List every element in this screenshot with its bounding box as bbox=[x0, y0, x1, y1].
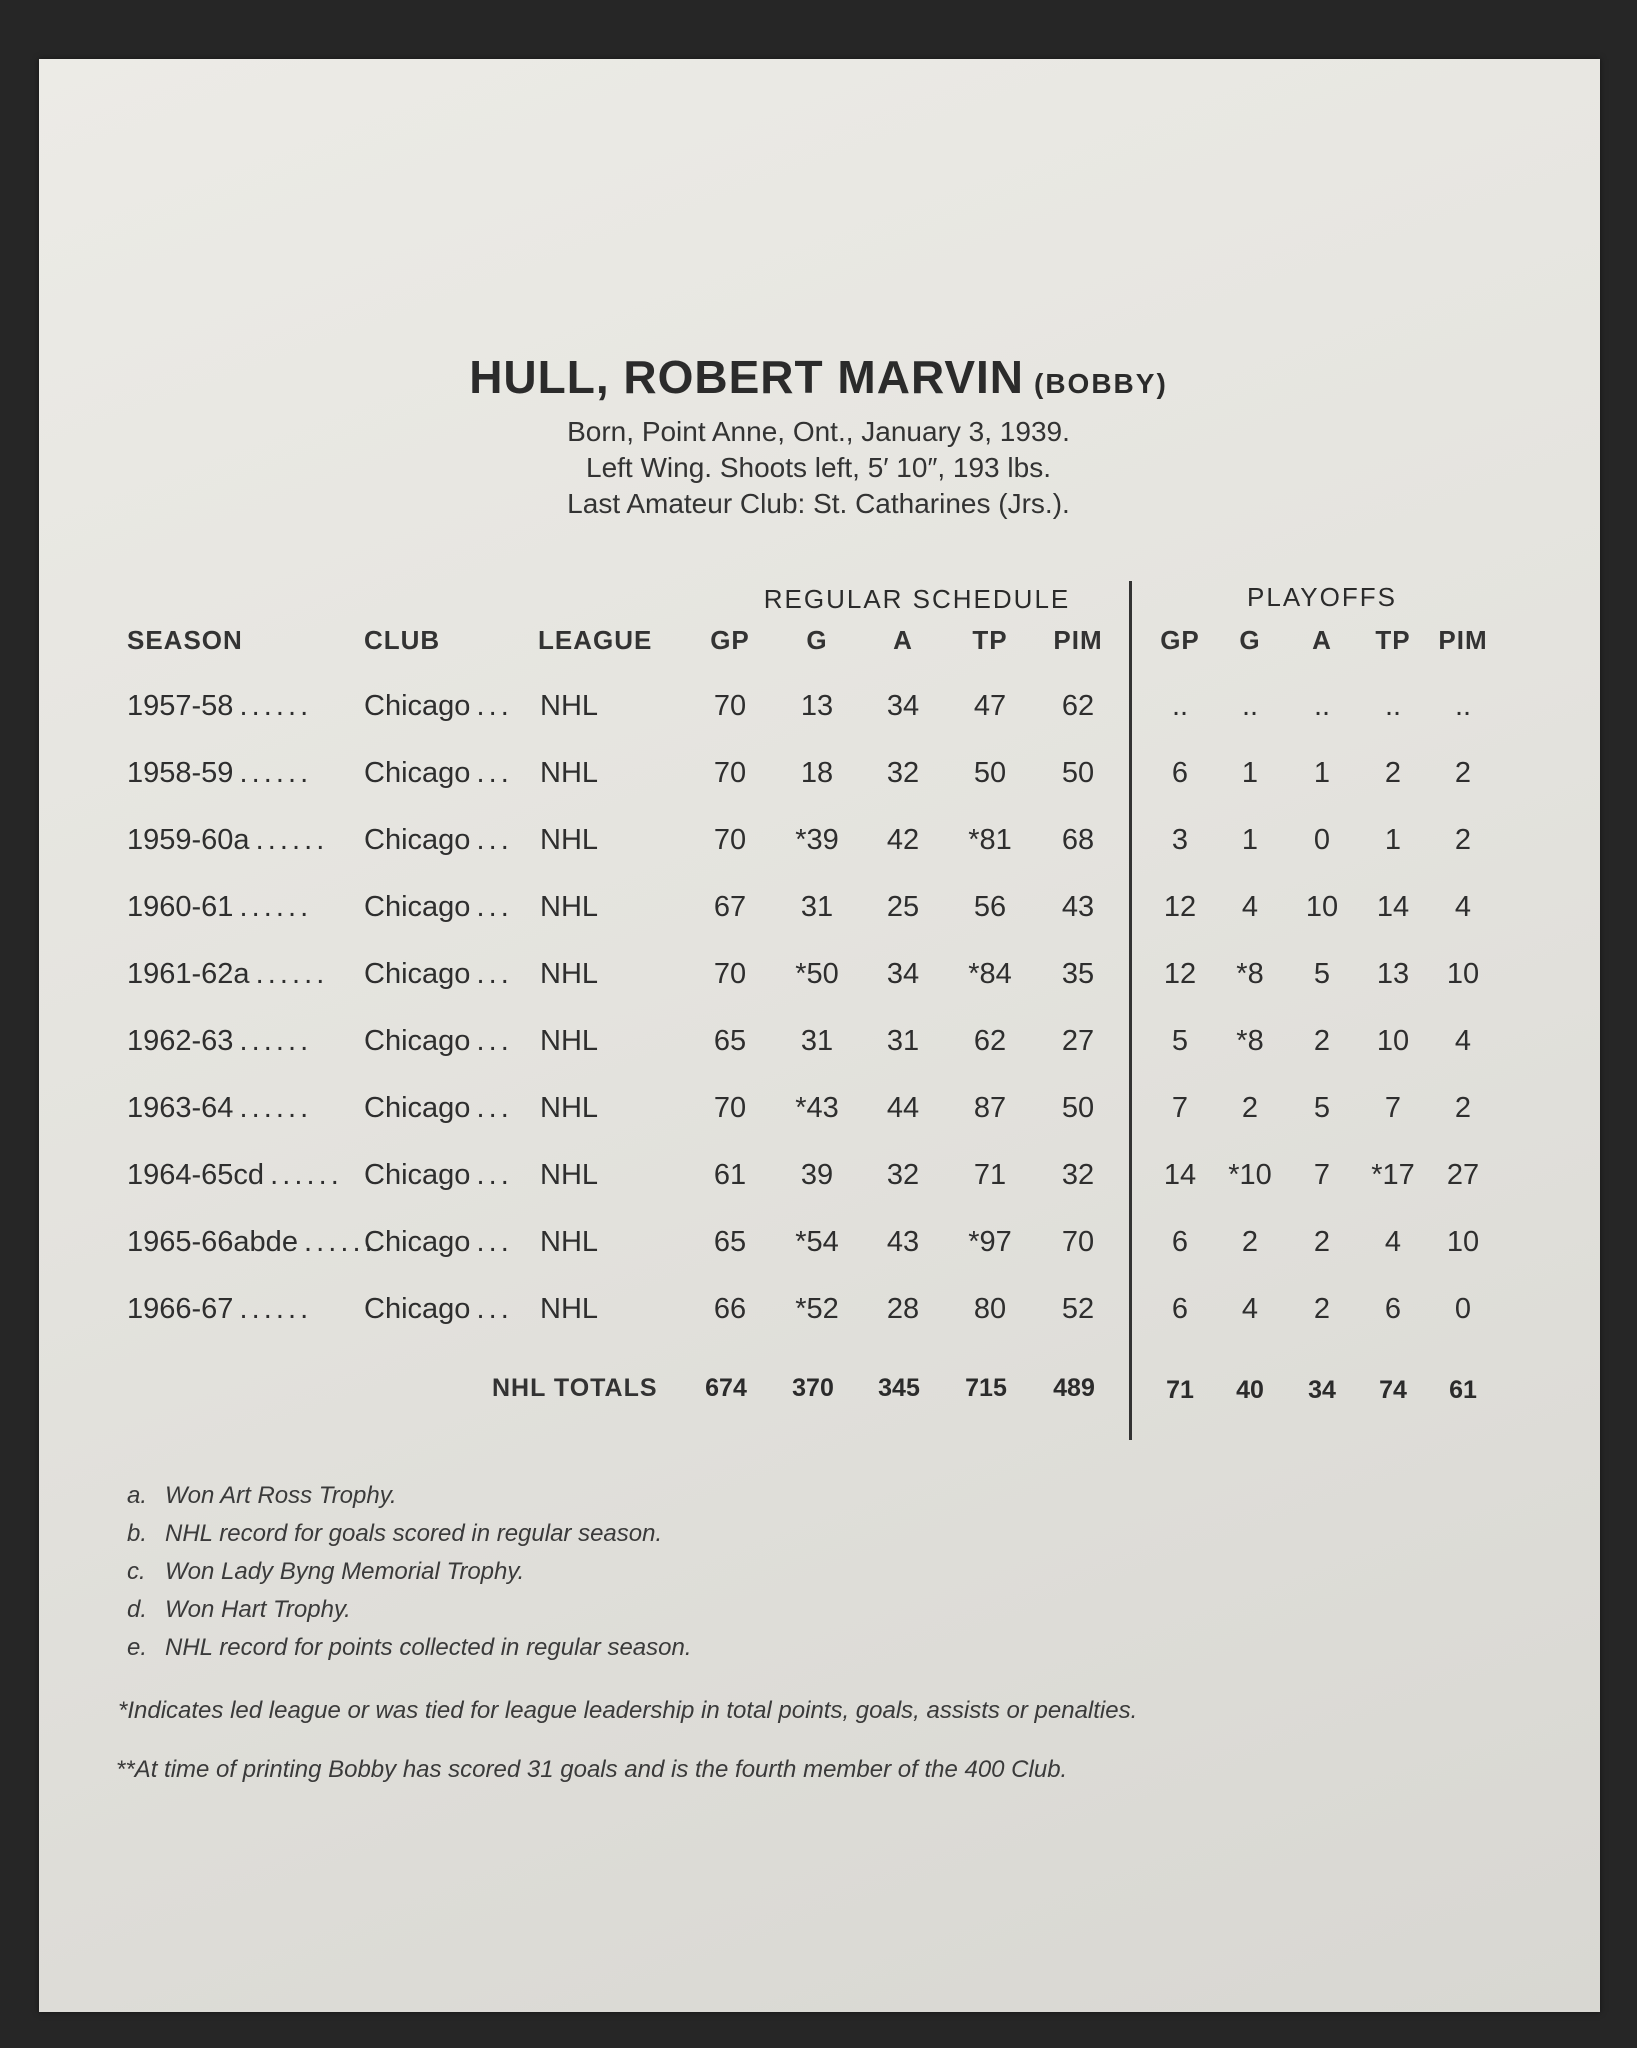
row-po-pim: .. bbox=[1454, 690, 1472, 722]
row-league: NHL bbox=[540, 1293, 599, 1325]
player-name-heading bbox=[0, 350, 1637, 404]
total-reg-g: 370 bbox=[792, 1374, 834, 1402]
row-reg-pim: 50 bbox=[1061, 757, 1095, 789]
row-reg-gp: 65 bbox=[713, 1226, 747, 1258]
row-reg-a: 28 bbox=[886, 1293, 920, 1325]
row-league: NHL bbox=[540, 891, 599, 923]
row-po-pim: 2 bbox=[1454, 757, 1472, 789]
row-po-g: 1 bbox=[1241, 824, 1259, 856]
row-league: NHL bbox=[540, 1226, 599, 1258]
footnote-text: NHL record for points collected in regular season. bbox=[165, 1634, 692, 1661]
footnote-text: Won Lady Byng Memorial Trophy. bbox=[165, 1558, 525, 1585]
row-reg-pim: 62 bbox=[1061, 690, 1095, 722]
row-reg-a: 32 bbox=[886, 1159, 920, 1191]
row-season: 1961-62a . . . bbox=[127, 958, 322, 991]
column-header-po-g: G bbox=[1239, 625, 1261, 655]
footnote-text: Won Hart Trophy. bbox=[165, 1596, 351, 1623]
row-po-g: 4 bbox=[1241, 891, 1259, 923]
row-po-gp: 12 bbox=[1163, 891, 1197, 923]
row-po-g: *8 bbox=[1236, 958, 1264, 990]
column-header-reg-gp: GP bbox=[710, 625, 750, 655]
amateur-club-info: Last Amateur Club: St. Catharines (Jrs.). bbox=[567, 488, 1070, 519]
row-reg-a: 32 bbox=[886, 757, 920, 789]
row-reg-a: 42 bbox=[886, 824, 920, 856]
row-po-tp: 10 bbox=[1376, 1025, 1410, 1057]
row-po-g: *10 bbox=[1228, 1159, 1272, 1191]
row-season: 1960-61 . . . bbox=[127, 891, 306, 924]
row-reg-tp: 71 bbox=[973, 1159, 1007, 1191]
row-season: 1965-66abde . . . bbox=[127, 1226, 371, 1259]
row-reg-gp: 70 bbox=[713, 958, 747, 990]
total-po-g: 40 bbox=[1236, 1376, 1264, 1404]
row-reg-a: 44 bbox=[886, 1092, 920, 1124]
row-club: Chicago . . . bbox=[364, 1226, 507, 1259]
total-reg-pim: 489 bbox=[1053, 1374, 1095, 1402]
birth-info: Born, Point Anne, Ont., January 3, 1939. bbox=[567, 416, 1070, 447]
row-reg-tp: *81 bbox=[968, 824, 1012, 856]
regular-schedule-heading: REGULAR SCHEDULE bbox=[763, 584, 1071, 614]
footnote-item bbox=[127, 1482, 397, 1510]
row-league: NHL bbox=[540, 1092, 599, 1124]
row-reg-g: *50 bbox=[795, 958, 839, 990]
row-season: 1963-64 . . . bbox=[127, 1092, 306, 1125]
column-header-reg-tp: TP bbox=[972, 625, 1008, 655]
row-league: NHL bbox=[540, 1159, 599, 1191]
row-reg-pim: 68 bbox=[1061, 824, 1095, 856]
row-po-gp: 6 bbox=[1171, 1226, 1189, 1258]
footnote-text: NHL record for goals scored in regular season. bbox=[165, 1520, 663, 1547]
total-reg-tp: 715 bbox=[965, 1374, 1007, 1402]
row-po-pim: 4 bbox=[1454, 1025, 1472, 1057]
total-reg-a: 345 bbox=[878, 1374, 920, 1402]
row-reg-gp: 70 bbox=[713, 1092, 747, 1124]
row-reg-tp: *97 bbox=[968, 1226, 1012, 1258]
row-po-tp: 1 bbox=[1384, 824, 1402, 856]
column-header-league: LEAGUE bbox=[538, 625, 653, 655]
row-reg-pim: 27 bbox=[1061, 1025, 1095, 1057]
row-reg-gp: 70 bbox=[713, 757, 747, 789]
column-divider bbox=[1129, 581, 1132, 1440]
total-reg-gp: 674 bbox=[705, 1374, 747, 1402]
column-header-po-a: A bbox=[1312, 625, 1332, 655]
row-club: Chicago . . . bbox=[364, 1025, 507, 1058]
row-po-g: .. bbox=[1241, 690, 1259, 722]
row-po-a: 0 bbox=[1313, 824, 1331, 856]
row-po-gp: 5 bbox=[1171, 1025, 1189, 1057]
row-reg-tp: 56 bbox=[973, 891, 1007, 923]
player-name: HULL, ROBERT MARVIN bbox=[469, 351, 1025, 403]
total-po-a: 34 bbox=[1308, 1376, 1336, 1404]
double-star-note: **At time of printing Bobby has scored 31 goals and is the fourth member of the 400 Club. bbox=[116, 1756, 1068, 1783]
row-reg-g: 18 bbox=[800, 757, 834, 789]
row-reg-gp: 70 bbox=[713, 690, 747, 722]
row-reg-pim: 50 bbox=[1061, 1092, 1095, 1124]
row-po-tp: 14 bbox=[1376, 891, 1410, 923]
footnote-item bbox=[127, 1596, 351, 1624]
row-po-pim: 10 bbox=[1446, 1226, 1480, 1258]
row-po-g: 1 bbox=[1241, 757, 1259, 789]
footnote-item bbox=[127, 1634, 692, 1662]
row-club: Chicago . . . bbox=[364, 1293, 507, 1326]
footnote-text: Won Art Ross Trophy. bbox=[165, 1482, 397, 1509]
row-po-gp: 3 bbox=[1171, 824, 1189, 856]
row-reg-gp: 70 bbox=[713, 824, 747, 856]
row-reg-g: 31 bbox=[800, 1025, 834, 1057]
row-po-pim: 0 bbox=[1454, 1293, 1472, 1325]
row-reg-tp: 62 bbox=[973, 1025, 1007, 1057]
row-reg-g: *54 bbox=[795, 1226, 839, 1258]
row-reg-pim: 70 bbox=[1061, 1226, 1095, 1258]
row-reg-tp: *84 bbox=[968, 958, 1012, 990]
column-header-po-gp: GP bbox=[1160, 625, 1200, 655]
row-reg-a: 34 bbox=[886, 958, 920, 990]
column-header-club: CLUB bbox=[364, 625, 441, 655]
row-po-gp: 6 bbox=[1171, 757, 1189, 789]
row-reg-pim: 43 bbox=[1061, 891, 1095, 923]
total-po-tp: 74 bbox=[1379, 1376, 1407, 1404]
total-po-pim: 61 bbox=[1449, 1376, 1477, 1404]
row-po-gp: 6 bbox=[1171, 1293, 1189, 1325]
row-season: 1966-67 . . . bbox=[127, 1293, 306, 1326]
row-reg-a: 43 bbox=[886, 1226, 920, 1258]
footnote-key: b. bbox=[127, 1520, 148, 1547]
row-po-tp: 13 bbox=[1376, 958, 1410, 990]
row-reg-gp: 66 bbox=[713, 1293, 747, 1325]
row-reg-gp: 65 bbox=[713, 1025, 747, 1057]
row-po-g: 2 bbox=[1241, 1226, 1259, 1258]
row-season: 1958-59 . . . bbox=[127, 757, 306, 790]
row-reg-g: *52 bbox=[795, 1293, 839, 1325]
row-reg-pim: 35 bbox=[1061, 958, 1095, 990]
row-reg-a: 25 bbox=[886, 891, 920, 923]
footnote-key: d. bbox=[127, 1596, 148, 1623]
row-reg-a: 31 bbox=[886, 1025, 920, 1057]
row-po-a: 1 bbox=[1313, 757, 1331, 789]
row-reg-g: 13 bbox=[800, 690, 834, 722]
row-club: Chicago . . . bbox=[364, 824, 507, 857]
row-po-tp: 2 bbox=[1384, 757, 1402, 789]
row-season: 1962-63 . . . bbox=[127, 1025, 306, 1058]
column-header-po-tp: TP bbox=[1375, 625, 1411, 655]
total-po-gp: 71 bbox=[1166, 1376, 1194, 1404]
player-nickname: (BOBBY) bbox=[1034, 368, 1168, 399]
row-po-gp: .. bbox=[1171, 690, 1189, 722]
totals-label: NHL TOTALS bbox=[492, 1374, 658, 1402]
row-club: Chicago . . . bbox=[364, 757, 507, 790]
row-po-pim: 2 bbox=[1454, 1092, 1472, 1124]
row-po-tp: .. bbox=[1384, 690, 1402, 722]
row-reg-a: 34 bbox=[886, 690, 920, 722]
column-header-season: SEASON bbox=[127, 625, 243, 655]
row-season: 1964-65cd . . . bbox=[127, 1159, 337, 1192]
row-po-pim: 10 bbox=[1446, 958, 1480, 990]
row-po-gp: 12 bbox=[1163, 958, 1197, 990]
row-reg-tp: 50 bbox=[973, 757, 1007, 789]
row-po-tp: *17 bbox=[1371, 1159, 1415, 1191]
row-league: NHL bbox=[540, 824, 599, 856]
row-club: Chicago . . . bbox=[364, 891, 507, 924]
row-po-gp: 14 bbox=[1163, 1159, 1197, 1191]
row-reg-pim: 32 bbox=[1061, 1159, 1095, 1191]
row-po-g: 2 bbox=[1241, 1092, 1259, 1124]
row-po-a: 2 bbox=[1313, 1226, 1331, 1258]
row-po-tp: 6 bbox=[1384, 1293, 1402, 1325]
row-season: 1957-58 . . . bbox=[127, 690, 306, 723]
footnote-item bbox=[127, 1558, 524, 1586]
row-po-g: 4 bbox=[1241, 1293, 1259, 1325]
row-league: NHL bbox=[540, 757, 599, 789]
column-header-reg-g: G bbox=[806, 625, 828, 655]
row-reg-tp: 80 bbox=[973, 1293, 1007, 1325]
column-header-reg-pim: PIM bbox=[1053, 625, 1103, 655]
row-league: NHL bbox=[540, 1025, 599, 1057]
row-reg-g: 39 bbox=[800, 1159, 834, 1191]
row-po-pim: 4 bbox=[1454, 891, 1472, 923]
row-club: Chicago . . . bbox=[364, 958, 507, 991]
row-po-a: 7 bbox=[1313, 1159, 1331, 1191]
row-reg-pim: 52 bbox=[1061, 1293, 1095, 1325]
row-po-tp: 4 bbox=[1384, 1226, 1402, 1258]
row-league: NHL bbox=[540, 958, 599, 990]
row-reg-tp: 87 bbox=[973, 1092, 1007, 1124]
row-po-pim: 27 bbox=[1446, 1159, 1480, 1191]
star-note: *Indicates led league or was tied for league leadership in total points, goals, assists or penalties. bbox=[118, 1697, 1138, 1724]
row-po-a: 5 bbox=[1313, 1092, 1331, 1124]
row-reg-g: *43 bbox=[795, 1092, 839, 1124]
playoffs-heading: PLAYOFFS bbox=[1247, 582, 1397, 612]
row-reg-gp: 67 bbox=[713, 891, 747, 923]
row-club: Chicago . . . bbox=[364, 690, 507, 723]
row-po-g: *8 bbox=[1236, 1025, 1264, 1057]
footnote-key: a. bbox=[127, 1482, 148, 1509]
row-reg-g: 31 bbox=[800, 891, 834, 923]
row-club: Chicago . . . bbox=[364, 1092, 507, 1125]
row-po-pim: 2 bbox=[1454, 824, 1472, 856]
row-club: Chicago . . . bbox=[364, 1159, 507, 1192]
row-po-a: 10 bbox=[1305, 891, 1339, 923]
row-po-tp: 7 bbox=[1384, 1092, 1402, 1124]
row-po-gp: 7 bbox=[1171, 1092, 1189, 1124]
row-season: 1959-60a . . . bbox=[127, 824, 322, 857]
row-reg-g: *39 bbox=[795, 824, 839, 856]
row-po-a: 2 bbox=[1313, 1025, 1331, 1057]
position-info: Left Wing. Shoots left, 5′ 10″, 193 lbs. bbox=[586, 452, 1051, 483]
footnote-key: e. bbox=[127, 1634, 148, 1661]
footnote-item bbox=[127, 1520, 662, 1548]
row-po-a: 2 bbox=[1313, 1293, 1331, 1325]
column-header-reg-a: A bbox=[893, 625, 913, 655]
footnote-key: c. bbox=[127, 1558, 146, 1585]
row-reg-gp: 61 bbox=[713, 1159, 747, 1191]
row-league: NHL bbox=[540, 690, 599, 722]
column-header-po-pim: PIM bbox=[1438, 625, 1488, 655]
row-po-a: .. bbox=[1313, 690, 1331, 722]
row-po-a: 5 bbox=[1313, 958, 1331, 990]
row-reg-tp: 47 bbox=[973, 690, 1007, 722]
